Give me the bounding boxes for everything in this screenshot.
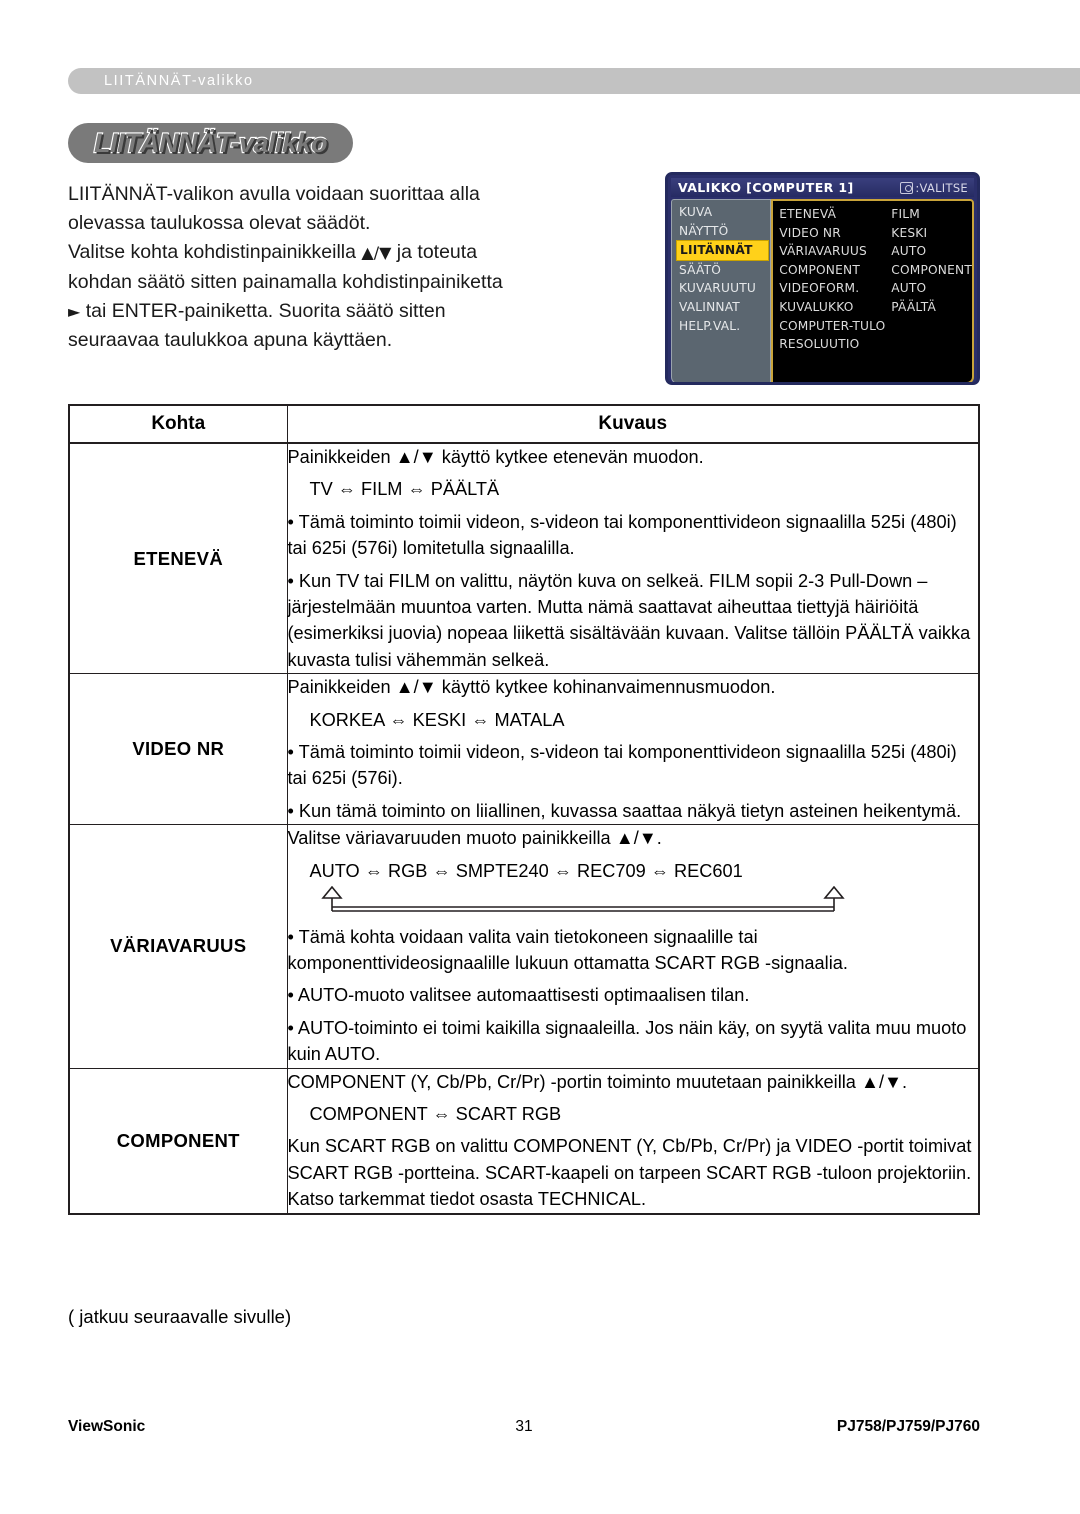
- page-footer: [68, 1418, 980, 1436]
- osd-row-value: FILM: [891, 207, 920, 221]
- table-cell-description: [287, 674, 979, 825]
- description-line: COMPONENT (Y, Cb/Pb, Cr/Pr) -portin toiminto muutetaan painikkeilla ▲/▼.: [287, 1071, 908, 1092]
- description-line: • Kun tämä toiminto on liiallinen, kuvassa saattaa näkyä tietyn asteinen heikentymä.: [287, 800, 962, 821]
- description-line: Kun SCART RGB on valittu COMPONENT (Y, Cb/Pb, Cr/Pr) ja VIDEO -portit toimivat SCART RGB -portteina. SCART-kaapeli on tarpeen SCART RGB -tuloon projektoriin. Katso tarkemmat tiedot osasta TECHNICAL.: [287, 1136, 972, 1210]
- osd-row-value: PÄÄLTÄ: [891, 299, 936, 314]
- table-cell-description: [287, 1068, 979, 1214]
- section-title-pill: [68, 123, 353, 163]
- osd-row-key: VIDEOFORM.: [779, 281, 860, 296]
- table-row: [69, 674, 979, 825]
- osd-menu-row[interactable]: [779, 261, 972, 280]
- osd-sidebar-item-label: SÄÄTÖ: [679, 262, 722, 277]
- osd-sidebar-item-label: LIITÄNNÄT: [680, 243, 753, 258]
- osd-select-hint: [900, 181, 968, 195]
- settings-table: [68, 404, 980, 1215]
- intro-line-5: [68, 297, 648, 326]
- osd-row-key: KUVALUKKO: [779, 299, 854, 314]
- osd-row-key: RESOLUUTIO: [779, 337, 860, 352]
- intro-paragraph: [68, 180, 648, 355]
- intro-line-3-a: Valitse kohta kohdistinpainikkeilla: [68, 241, 362, 264]
- description-line: AUTO ⇔ RGB ⇔ SMPTE240 ⇔ REC709 ⇔ REC601: [309, 860, 743, 881]
- table-cell-description: [287, 443, 979, 674]
- osd-row-key: ETENEVÄ: [779, 207, 837, 221]
- table-row: [69, 1068, 979, 1214]
- osd-sidebar-item-liit-nn-t[interactable]: [676, 240, 769, 261]
- osd-menu-row[interactable]: [779, 205, 972, 224]
- intro-line-3: [68, 238, 648, 267]
- osd-row-key: COMPUTER-TULO: [779, 318, 886, 333]
- osd-sidebar-item-label: KUVARUUTU: [679, 281, 756, 296]
- updown-arrow-icon: ▲/▼: [361, 243, 392, 263]
- osd-sidebar: [671, 199, 771, 384]
- description-line: • Tämä kohta voidaan valita vain tietokoneen signaalille tai komponenttivideosignaalille lukuun ottamatta SCART RGB -signaalia.: [287, 926, 848, 973]
- table-cell-item: ETENEVÄ: [69, 443, 287, 674]
- osd-menu-row[interactable]: [779, 335, 972, 354]
- osd-sidebar-item-kuva[interactable]: [676, 203, 770, 222]
- osd-body: [671, 199, 974, 384]
- column-header-item: Kohta: [69, 405, 287, 443]
- osd-menu-row[interactable]: [779, 224, 972, 243]
- description-line: TV ⇔ FILM ⇔ PÄÄLTÄ: [309, 479, 500, 500]
- intro-line-1: LIITÄNNÄT-valikon avulla voidaan suorittaa alla: [68, 183, 480, 205]
- osd-sidebar-item-kuvaruutu[interactable]: [676, 279, 770, 298]
- footer-page-number: 31: [515, 1418, 533, 1435]
- table-cell-item: VIDEO NR: [69, 674, 287, 825]
- table-cell-description: [287, 825, 979, 1068]
- description-line: COMPONENT ⇔ SCART RGB: [309, 1103, 562, 1124]
- right-arrow-icon: ►: [68, 301, 81, 321]
- osd-menu-row[interactable]: [779, 298, 972, 317]
- osd-main-panel: [771, 199, 974, 384]
- osd-row-key: COMPONENT: [779, 262, 860, 277]
- description-line: Valitse väriavaruuden muoto painikkeilla ▲/▼.: [287, 828, 662, 849]
- option-loop-arrow-graphic: [288, 884, 979, 923]
- footer-brand: ViewSonic: [68, 1418, 146, 1435]
- running-header: [68, 68, 1080, 94]
- description-line: KORKEA ⇔ KESKI ⇔ MATALA: [309, 709, 565, 730]
- column-header-desc: Kuvaus: [287, 405, 979, 443]
- osd-sidebar-item-label: KUVA: [679, 205, 713, 219]
- table-cell-item: COMPONENT: [69, 1068, 287, 1214]
- osd-sidebar-item-label: HELP.VAL.: [679, 318, 741, 333]
- table-row: [69, 443, 979, 674]
- description-line: Painikkeiden ▲/▼ käyttö kytkee kohinanvaimennusmuodon.: [287, 677, 776, 698]
- osd-row-value: AUTO: [891, 281, 927, 296]
- osd-row-value: COMPONENT: [891, 262, 972, 277]
- enter-key-icon: [900, 182, 913, 194]
- running-header-text: LIITÄNNÄT-valikko: [104, 73, 254, 89]
- osd-sidebar-item-s-t[interactable]: [676, 261, 770, 280]
- intro-line-4: kohdan säätö sitten painamalla kohdistinpainiketta: [68, 270, 503, 293]
- page-title: LIITÄNNÄT-valikko: [94, 127, 328, 158]
- description-line: • Tämä toiminto toimii videon, s-videon tai komponenttivideon signaalilla 525i (480i) tai 625i (576i) lomitetulla signaalilla.: [287, 511, 957, 559]
- osd-menu-row[interactable]: [779, 242, 972, 261]
- intro-line-2: olevassa taulukossa olevat säädöt.: [68, 212, 371, 235]
- osd-menu-row[interactable]: [779, 317, 972, 336]
- table-cell-item: VÄRIAVARUUS: [69, 825, 287, 1068]
- table-header-row: [69, 405, 979, 443]
- description-line: • Tämä toiminto toimii videon, s-videon tai komponenttivideon signaalilla 525i (480i) tai 625i (576i).: [287, 742, 957, 789]
- osd-row-key: VIDEO NR: [779, 225, 841, 240]
- table-row: [69, 825, 979, 1068]
- intro-line-3-b: ja toteuta: [391, 241, 478, 264]
- osd-select-label: :VALITSE: [915, 180, 968, 195]
- osd-titlebar: [671, 178, 974, 197]
- osd-menu-row[interactable]: [779, 279, 972, 298]
- description-line: • AUTO-muoto valitsee automaattisesti optimaalisen tilan.: [287, 985, 750, 1006]
- osd-sidebar-item-label: VALINNAT: [679, 299, 740, 314]
- osd-row-key: VÄRIAVARUUS: [779, 244, 867, 259]
- osd-row-value: KESKI: [891, 225, 928, 240]
- footer-models: PJ758/PJ759/PJ760: [836, 1418, 980, 1435]
- description-line: • Kun TV tai FILM on valittu, näytön kuva on selkeä. FILM sopii 2-3 Pull-Down –järjestelmään muuntoa varten. Mutta nämä saattavat aiheuttaa tiettyjä häiriöitä (esimerkiksi juovia) nopeaa liikettä sisältävään kuvaan. Valitse tällöin PÄÄLTÄ vaikka kuvasta tulisi vähemmän selkeä.: [287, 570, 971, 670]
- osd-row-value: AUTO: [891, 244, 927, 259]
- intro-line-6: seuraavaa taulukkoa apuna käyttäen.: [68, 329, 393, 352]
- osd-sidebar-item-valinnat[interactable]: [676, 298, 770, 317]
- continued-note: ( jatkuu seuraavalle sivulle): [68, 1306, 292, 1327]
- description-line: • AUTO-toiminto ei toimi kaikilla signaaleilla. Jos näin käy, on syytä valita muu muoto kuin AUTO.: [287, 1017, 967, 1065]
- osd-sidebar-item-n-ytt[interactable]: [676, 222, 770, 241]
- osd-menu-screenshot: [665, 172, 980, 385]
- osd-sidebar-item-label: NÄYTTÖ: [679, 223, 729, 238]
- description-line: Painikkeiden ▲/▼ käyttö kytkee etenevän muodon.: [287, 447, 704, 467]
- osd-sidebar-item-help-val[interactable]: [676, 317, 770, 336]
- osd-title: VALIKKO [COMPUTER 1]: [678, 180, 854, 195]
- intro-line-5-b: tai ENTER-painiketta. Suorita säätö sitten: [80, 299, 446, 322]
